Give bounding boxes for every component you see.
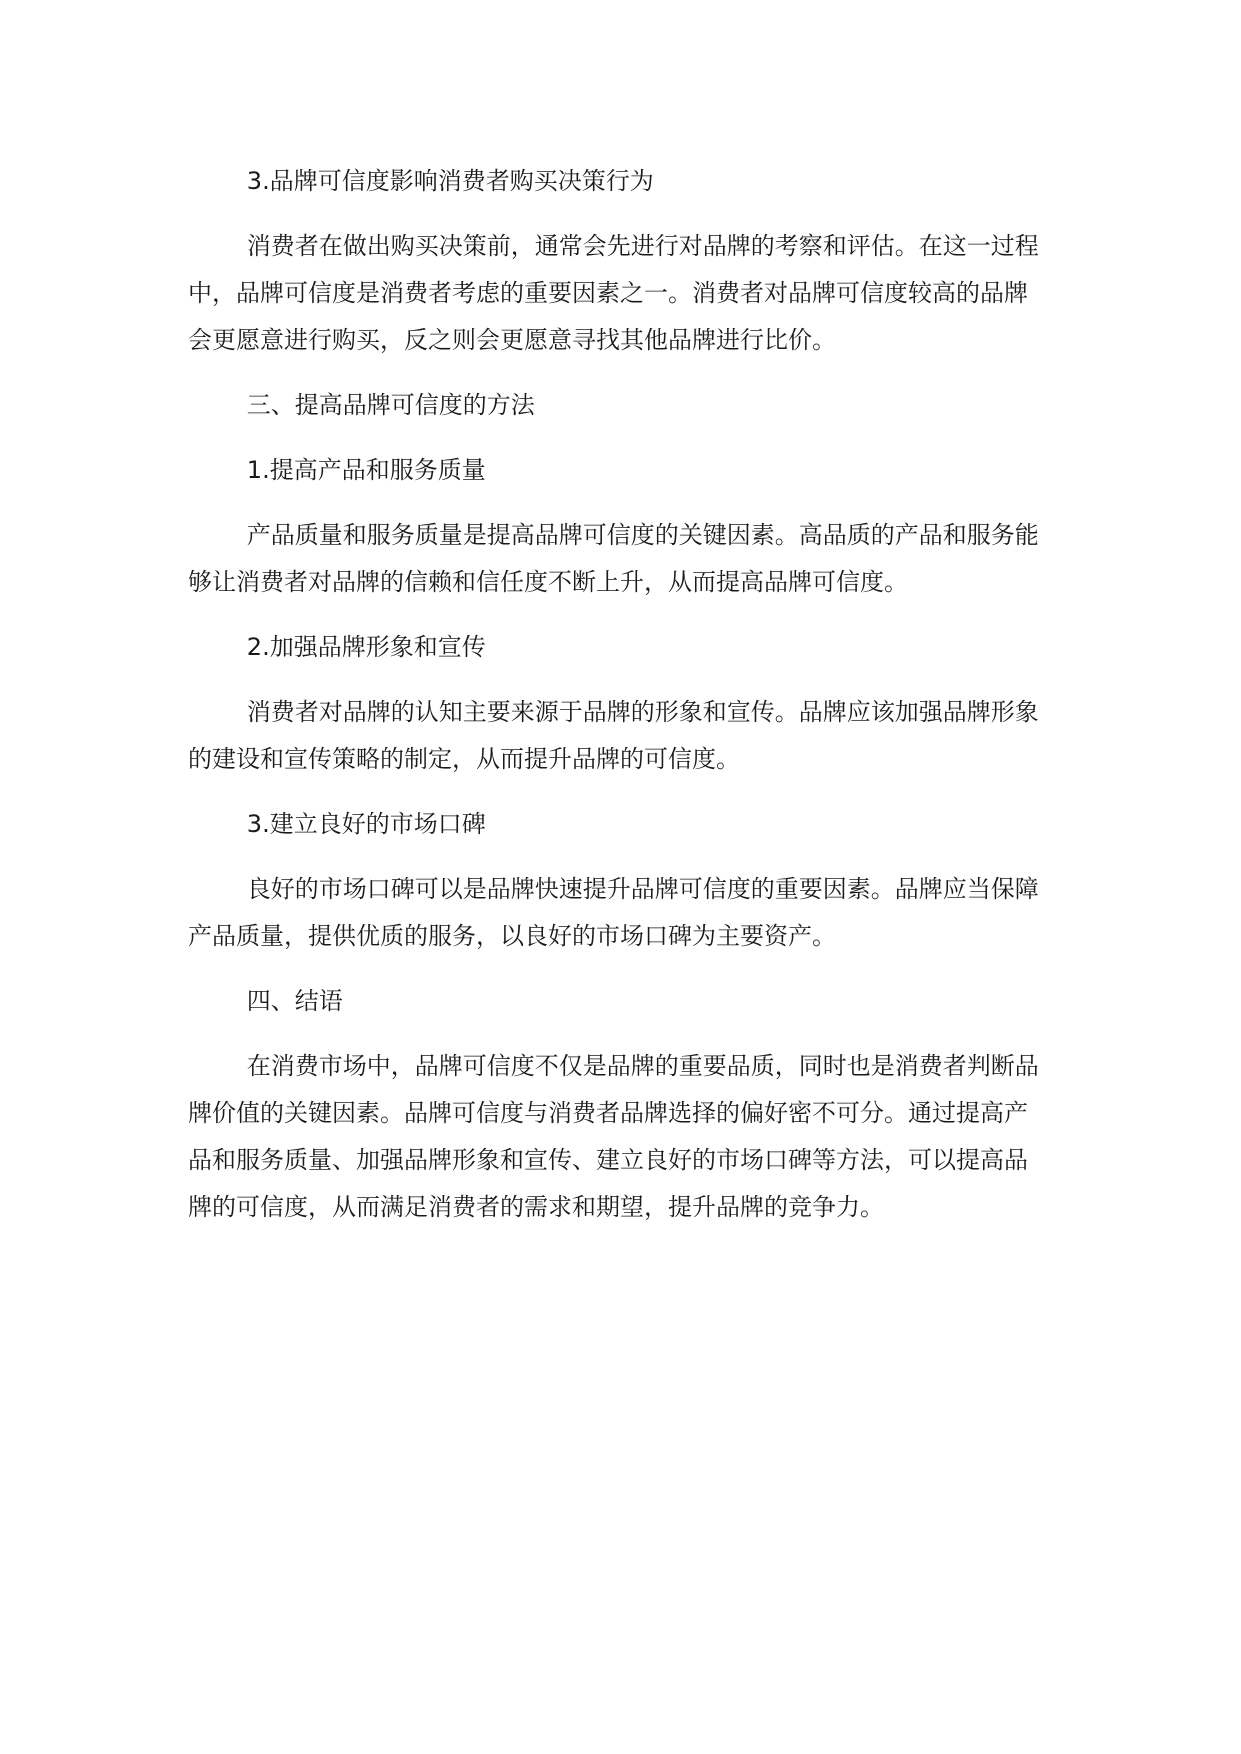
subheading-image-promotion: 2.加强品牌形象和宣传 [246,633,486,661]
paragraph-reputation: 良好的市场口碑可以是品牌快速提升品牌可信度的重要因素。品牌应当保障产品质量，提供优质的服务，以良好的市场口碑为主要资产。 [188,875,1039,950]
subheading-brand-credibility-purchase: 3.品牌可信度影响消费者购买决策行为 [246,167,654,195]
paragraph-image-promotion: 消费者对品牌的认知主要来源于品牌的形象和宣传。品牌应该加强品牌形象的建设和宣传策略的制定，从而提升品牌的可信度。 [188,698,1039,773]
paragraph-conclusion: 在消费市场中，品牌可信度不仅是品牌的重要品质，同时也是消费者判断品牌价值的关键因素。品牌可信度与消费者品牌选择的偏好密不可分。通过提高产品和服务质量、加强品牌形象和宣传、建立良好的市场口碑等方法，可以提高品牌的可信度，从而满足消费者的需求和期望，提升品牌的竞争力。 [188,1052,1039,1221]
paragraph-purchase-decision: 消费者在做出购买决策前，通常会先进行对品牌的考察和评估。在这一过程中，品牌可信度是消费者考虑的重要因素之一。消费者对品牌可信度较高的品牌会更愿意进行购买，反之则会更愿意寻找其他品牌进行比价。 [188,232,1039,354]
subheading-reputation: 3.建立良好的市场口碑 [246,810,486,838]
section-heading-methods: 三、提高品牌可信度的方法 [246,391,535,419]
paragraph-quality: 产品质量和服务质量是提高品牌可信度的关键因素。高品质的产品和服务能够让消费者对品牌的信赖和信任度不断上升，从而提高品牌可信度。 [188,521,1039,596]
subheading-quality: 1.提高产品和服务质量 [246,456,486,484]
section-heading-conclusion: 四、结语 [246,987,343,1015]
document-body [188,158,1048,1249]
